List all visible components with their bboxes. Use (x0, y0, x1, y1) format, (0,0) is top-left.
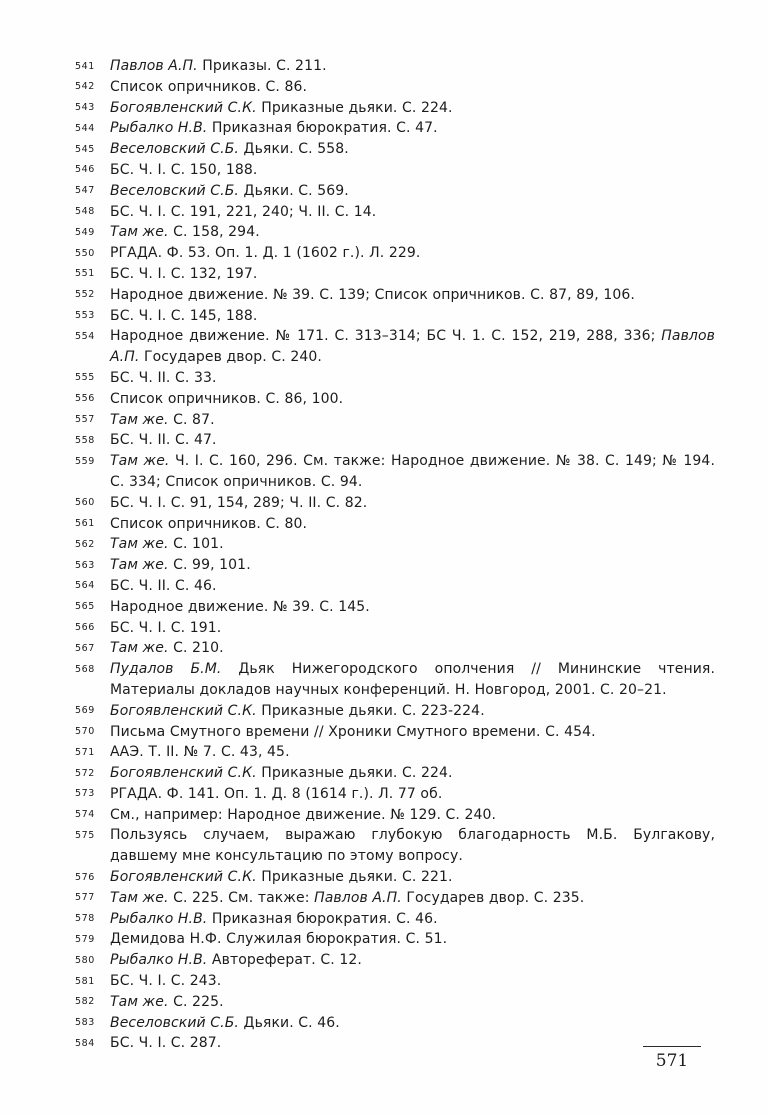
note-number-superscript: 552 (75, 289, 95, 301)
note-text (110, 578, 217, 594)
endnote-item (75, 98, 715, 119)
note-text-segment: БС. Ч. I. С. 191. (110, 619, 222, 636)
note-number-superscript: 563 (75, 559, 95, 571)
endnote-item (75, 763, 715, 784)
note-author-italic: Павлов А.П. (110, 58, 198, 74)
endnote-item (75, 950, 715, 971)
note-number-superscript: 579 (75, 933, 95, 945)
note-text (110, 183, 349, 199)
note-author-italic: Веселовский С.Б. (110, 1014, 239, 1031)
note-text-segment: БС. Ч. II. С. 47. (110, 432, 217, 449)
note-number-superscript: 543 (75, 102, 95, 114)
endnote-item (75, 243, 715, 264)
note-text-segment: Список опричников. С. 80. (110, 515, 308, 532)
note-author-italic: Рыбалко Н.В. (110, 952, 208, 969)
note-text (110, 869, 453, 885)
endnote-item (75, 430, 715, 451)
note-text (110, 724, 596, 740)
note-text-segment: Список опричников. С. 86. (110, 78, 308, 95)
note-text-segment: Народное движение. № 171. С. 313–314; БС Ч. 1. С. 152, 219, 288, 336; (110, 328, 662, 345)
note-text (110, 931, 447, 947)
note-text (110, 620, 221, 636)
note-author-italic: Там же. (110, 993, 169, 1010)
note-text-segment: БС. Ч. II. С. 46. (110, 577, 217, 594)
note-author-italic: Богоявленский С.К. (110, 99, 257, 116)
note-text-segment: Приказные дьяки. С. 224. (256, 765, 453, 782)
note-number-superscript: 549 (75, 226, 95, 238)
note-number-superscript: 569 (75, 705, 95, 717)
endnote-item (75, 410, 715, 431)
note-text-segment: БС. Ч. I. С. 145, 188. (110, 307, 258, 324)
endnote-item (75, 555, 715, 576)
page-footer (643, 1046, 701, 1071)
note-author-italic: Рыбалко Н.В. (110, 120, 208, 137)
note-number-superscript: 566 (75, 622, 95, 634)
note-number-superscript: 557 (75, 414, 95, 426)
note-author-italic: Веселовский С.Б. (110, 141, 239, 158)
note-text-segment: С. 210. (168, 640, 224, 657)
note-text-segment: БС. Ч. I. С. 287. (110, 1035, 222, 1052)
note-number-superscript: 544 (75, 122, 95, 134)
note-text (110, 204, 376, 220)
endnote-item (75, 264, 715, 285)
endnote-item (75, 534, 715, 555)
note-text (110, 162, 257, 178)
note-text (110, 973, 221, 989)
note-text-segment: Приказные дьяки. С. 221. (256, 869, 453, 886)
note-text (110, 786, 442, 802)
note-number-superscript: 570 (75, 726, 95, 737)
note-number-superscript: 572 (75, 767, 95, 779)
note-text-segment: С. 225. (168, 993, 224, 1010)
note-text (110, 495, 367, 511)
endnote-item (75, 909, 715, 930)
note-text-segment: С. 87. (168, 411, 215, 428)
note-text-segment: Демидова Н.Ф. Служилая бюрократия. С. 51. (110, 931, 448, 948)
note-text-segment: С. 158, 294. (168, 224, 260, 241)
note-text-segment: БС. Ч. II. С. 33. (110, 369, 217, 386)
note-text-segment: Приказные дьяки. С. 223-224. (256, 702, 485, 719)
note-text-segment: Список опричников. С. 86, 100. (110, 390, 344, 407)
note-author-italic: Там же. (110, 557, 169, 574)
note-text-segment: Государев двор. С. 235. (401, 889, 585, 906)
endnotes-list (75, 56, 715, 1054)
endnote-item (75, 971, 715, 992)
page-number: 571 (643, 1046, 701, 1071)
note-author-italic: Там же. (110, 889, 169, 906)
note-text-segment: Дьяки. С. 569. (238, 182, 349, 199)
endnote-item (75, 139, 715, 160)
note-text (110, 807, 496, 823)
note-author-italic: Богоявленский С.К. (110, 702, 257, 719)
note-text-segment: Дьяки. С. 558. (238, 141, 349, 158)
endnote-item (75, 326, 715, 368)
endnote-item (75, 306, 715, 327)
note-author-italic: Там же. (110, 640, 169, 657)
note-text-segment: РГАДА. Ф. 141. Оп. 1. Д. 8 (1614 г.). Л. 77 об. (110, 785, 443, 802)
note-number-superscript: 553 (75, 310, 95, 322)
note-text-segment: БС. Ч. I. С. 191, 221, 240; Ч. II. С. 14. (110, 203, 377, 220)
note-text (110, 328, 715, 365)
note-number-superscript: 580 (75, 954, 95, 966)
note-text-segment: С. 225. См. также: (168, 889, 315, 906)
note-text (110, 765, 453, 781)
note-number-superscript: 564 (75, 580, 95, 592)
note-text (110, 308, 257, 324)
note-text-segment: Пользуясь случаем, выражаю глубокую благодарность М.Б. Булгакову, давшему мне консультацию по этому вопросу. (110, 827, 715, 865)
note-text-segment: Приказные дьяки. С. 224. (256, 99, 453, 116)
note-author-italic: Веселовский С.Б. (110, 182, 239, 199)
note-number-superscript: 584 (75, 1037, 95, 1049)
endnote-item (75, 888, 715, 909)
endnote-item (75, 597, 715, 618)
note-text (110, 516, 307, 532)
endnote-item (75, 701, 715, 722)
endnote-item (75, 181, 715, 202)
note-author-italic: Там же. (110, 453, 170, 470)
note-author-italic: Павлов А.П. (314, 889, 402, 906)
note-text (110, 1015, 340, 1031)
note-text (110, 391, 343, 407)
note-text (110, 536, 224, 552)
note-text (110, 412, 215, 428)
note-text (110, 911, 438, 927)
note-number-superscript: 577 (75, 892, 95, 904)
note-number-superscript: 546 (75, 164, 95, 176)
note-number-superscript: 548 (75, 206, 95, 218)
note-text (110, 120, 438, 136)
note-text (110, 453, 715, 490)
note-text (110, 432, 217, 448)
note-author-italic: Богоявленский С.К. (110, 869, 257, 886)
note-text-segment: Народное движение. № 39. С. 145. (110, 598, 370, 615)
note-text-segment: Приказы. С. 211. (197, 58, 327, 74)
note-text-segment: БС. Ч. I. С. 150, 188. (110, 161, 258, 178)
endnote-item (75, 638, 715, 659)
note-text-segment: ААЭ. Т. II. № 7. С. 43, 45. (110, 744, 290, 761)
endnote-item (75, 825, 715, 867)
endnote-item (75, 389, 715, 410)
note-number-superscript: 558 (75, 434, 95, 446)
note-number-superscript: 565 (75, 601, 95, 613)
note-number-superscript: 576 (75, 871, 95, 883)
endnote-item (75, 56, 715, 77)
note-number-superscript: 560 (75, 497, 95, 509)
endnote-item (75, 929, 715, 950)
endnote-item (75, 160, 715, 181)
note-author-italic: Там же. (110, 411, 169, 428)
note-text (110, 599, 370, 615)
note-text (110, 994, 224, 1010)
endnote-item (75, 77, 715, 98)
note-text-segment: Письма Смутного времени // Хроники Смутного времени. С. 454. (110, 723, 596, 740)
note-number-superscript: 547 (75, 185, 95, 197)
note-text-segment: Ч. I. С. 160, 296. См. также: Народное движение. № 38. С. 149; № 194. С. 334; Список опричников. С. 94. (110, 453, 715, 490)
note-text (110, 744, 290, 760)
note-text (110, 703, 485, 719)
note-number-superscript: 567 (75, 642, 95, 654)
note-number-superscript: 545 (75, 143, 95, 155)
note-text-segment: С. 101. (168, 536, 224, 553)
note-text (110, 58, 327, 74)
note-number-superscript: 581 (75, 975, 95, 987)
note-text (110, 827, 715, 864)
note-text-segment: Приказная бюрократия. С. 47. (207, 120, 438, 137)
note-author-italic: Павлов А.П. (110, 328, 715, 366)
endnote-item (75, 576, 715, 597)
endnote-item (75, 118, 715, 139)
endnote-item (75, 618, 715, 639)
note-text-segment: БС. Ч. I. С. 243. (110, 973, 222, 990)
note-text (110, 100, 453, 116)
note-author-italic: Там же. (110, 224, 169, 241)
note-text (110, 661, 715, 698)
note-number-superscript: 541 (75, 60, 95, 72)
endnote-item (75, 722, 715, 743)
note-author-italic: Богоявленский С.К. (110, 765, 257, 782)
note-number-superscript: 571 (75, 746, 95, 758)
note-text-segment: Дьяки. С. 46. (238, 1014, 340, 1031)
note-number-superscript: 578 (75, 913, 95, 925)
endnote-item (75, 514, 715, 535)
endnote-item (75, 992, 715, 1013)
note-number-superscript: 575 (75, 829, 95, 841)
note-number-superscript: 559 (75, 455, 95, 467)
note-number-superscript: 551 (75, 268, 95, 280)
note-number-superscript: 550 (75, 247, 95, 259)
note-number-superscript: 556 (75, 393, 95, 405)
note-text (110, 640, 224, 656)
note-number-superscript: 574 (75, 809, 95, 821)
note-text-segment: РГАДА. Ф. 53. Оп. 1. Д. 1 (1602 г.). Л. 229. (110, 245, 421, 262)
note-text (110, 1035, 221, 1051)
note-text (110, 952, 362, 968)
note-text (110, 79, 307, 95)
note-text-segment: Приказная бюрократия. С. 46. (207, 910, 438, 927)
endnote-item (75, 805, 715, 826)
note-author-italic: Пудалов Б.М. (110, 661, 222, 678)
note-text (110, 266, 257, 282)
note-text-segment: Автореферат. С. 12. (207, 952, 362, 969)
note-number-superscript: 542 (75, 81, 95, 93)
note-number-superscript: 573 (75, 788, 95, 800)
endnote-item (75, 659, 715, 701)
note-number-superscript: 583 (75, 1017, 95, 1029)
note-number-superscript: 562 (75, 538, 95, 550)
note-author-italic: Там же. (110, 536, 169, 553)
endnote-item (75, 784, 715, 805)
endnote-item (75, 368, 715, 389)
note-text (110, 224, 260, 240)
note-text (110, 890, 584, 906)
endnote-item (75, 493, 715, 514)
note-text-segment: С. 99, 101. (168, 557, 251, 574)
note-text (110, 370, 217, 386)
endnote-item (75, 285, 715, 306)
note-text-segment: БС. Ч. I. С. 132, 197. (110, 265, 258, 282)
note-author-italic: Рыбалко Н.В. (110, 910, 208, 927)
note-number-superscript: 554 (75, 330, 95, 342)
endnote-item (75, 202, 715, 223)
endnote-item (75, 1013, 715, 1034)
note-text-segment: Дьяк Нижегородского ополчения // Мининские чтения. Материалы докладов научных конференций. Н. Новгород, 2001. С. 20–21. (110, 661, 715, 698)
note-number-superscript: 561 (75, 518, 95, 530)
note-number-superscript: 582 (75, 996, 95, 1008)
endnote-item (75, 222, 715, 243)
note-text (110, 287, 635, 303)
note-text (110, 141, 349, 157)
note-text-segment: См., например: Народное движение. № 129. С. 240. (110, 806, 497, 823)
note-text (110, 557, 251, 573)
endnote-item (75, 451, 715, 493)
note-text-segment: Народное движение. № 39. С. 139; Список опричников. С. 87, 89, 106. (110, 286, 635, 303)
endnote-item (75, 1033, 715, 1054)
note-text-segment: Государев двор. С. 240. (139, 349, 322, 366)
note-text-segment: БС. Ч. I. С. 91, 154, 289; Ч. II. С. 82. (110, 494, 368, 511)
note-text (110, 245, 420, 261)
note-number-superscript: 555 (75, 372, 95, 384)
endnote-item (75, 867, 715, 888)
endnote-item (75, 742, 715, 763)
note-number-superscript: 568 (75, 663, 95, 675)
